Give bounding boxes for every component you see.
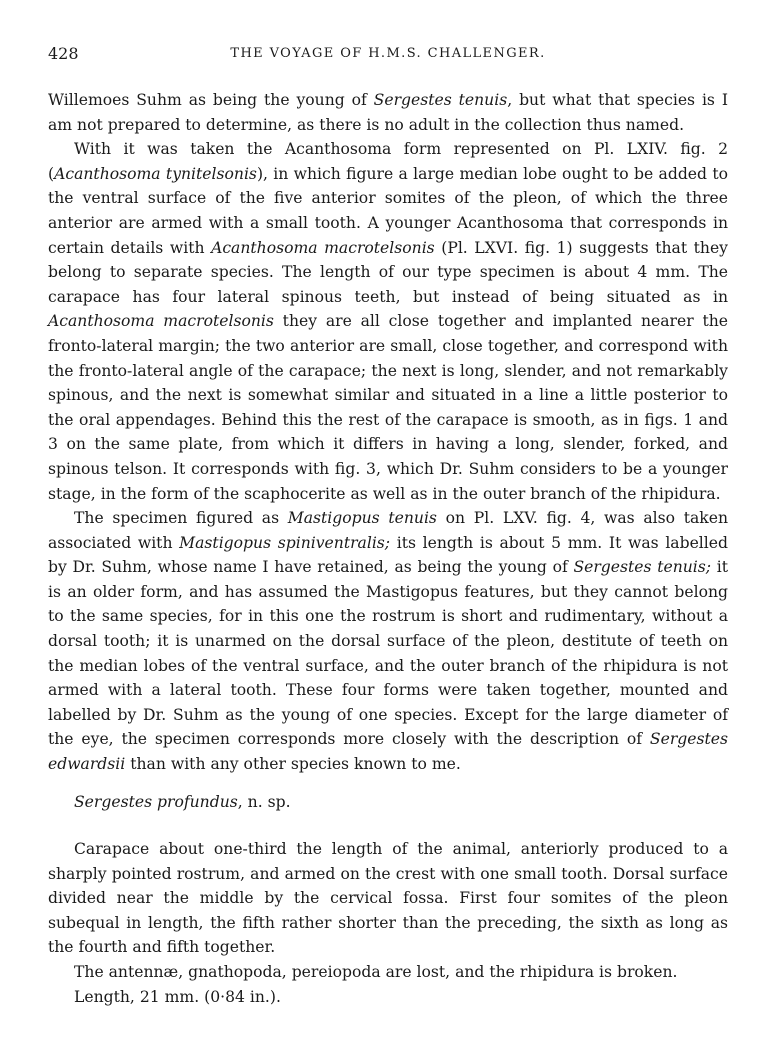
paragraph-continuation: Willemoes Suhm as being the young of Sergestes tenuis, but what that species is I am not prepared to determine, as there is no adult in the collection thus named. — [48, 91, 728, 134]
paragraph-length: Length, 21 mm. (0·84 in.). — [74, 987, 281, 1006]
species-heading: Sergestes profundus, n. sp. — [74, 793, 291, 811]
body-text — [48, 88, 728, 777]
paragraph-mastigopus: The specimen figured as Mastigopus tenuis on Pl. LXV. fig. 4, was also taken associated with Mastigopus spiniventralis; its length is about 5 mm. It was labelled by Dr. Suhm, whose name I have retained, as being the young of Sergestes tenuis; it is an older form, and has assumed the Mastigopus features, but they cannot belong to the same species, for in this one the rostrum is short and rudimentary, without a dorsal tooth; it is unarmed on the dorsal surface of the pleon, destitute of teeth on the median lobes of the ventral surface, and the outer branch of the rhipidura is not armed with a lateral tooth. These four forms were taken together, mounted and labelled by Dr. Suhm as the young of one species. Except for the large diameter of the eye, the specimen corresponds more closely with the description of Sergestes edwardsii than with any other species known to me. — [48, 509, 729, 774]
page-number: 428 — [48, 44, 79, 63]
paragraph-appendages: The antennæ, gnathopoda, pereiopoda are lost, and the rhipidura is broken. — [74, 962, 678, 981]
running-title: THE VOYAGE OF H.M.S. CHALLENGER. — [230, 46, 546, 61]
species-description — [48, 837, 728, 1009]
paragraph-acanthosoma: With it was taken the Acanthosoma form represented on Pl. LXIV. fig. 2 (Acanthosoma tynitelsonis), in which figure a large median lobe ought to be added to the ventral surface of the five anterior somites of the pleon, of which the three anterior are armed with a small tooth. A younger Acanthosoma that corresponds in certain details with Acanthosoma macrotelsonis (Pl. LXVI. fig. 1) suggests that they belong to separate species. The length of our type specimen is about 4 mm. The carapace has four lateral spinous teeth, but instead of being situated as in Acanthosoma macrotelsonis they are all close together and implanted nearer the fronto-lateral margin; the two anterior are small, close together, and correspond with the fronto-lateral angle of the carapace; the next is long, slender, and not remarkably spinous, and the next is somewhat similar and situated in a line a little posterior to the oral appendages. Behind this the rest of the carapace is smooth, as in figs. 1 and 3 on the same plate, from which it differs in having a long, slender, forked, and spinous telson. It corresponds with fig. 3, which Dr. Suhm considers to be a younger stage, in the form of the scaphocerite as well as in the outer branch of the rhipidura. — [48, 140, 728, 503]
paragraph-carapace: Carapace about one-third the length of the animal, anteriorly produced to a sharply pointed rostrum, and armed on the crest with one small tooth. Dorsal surface divided near the middle by the cervical fossa. First four somites of the pleon subequal in length, the fifth rather shorter than the preceding, the sixth as long as the fourth and fifth together. — [48, 840, 728, 957]
page-header — [48, 44, 728, 66]
